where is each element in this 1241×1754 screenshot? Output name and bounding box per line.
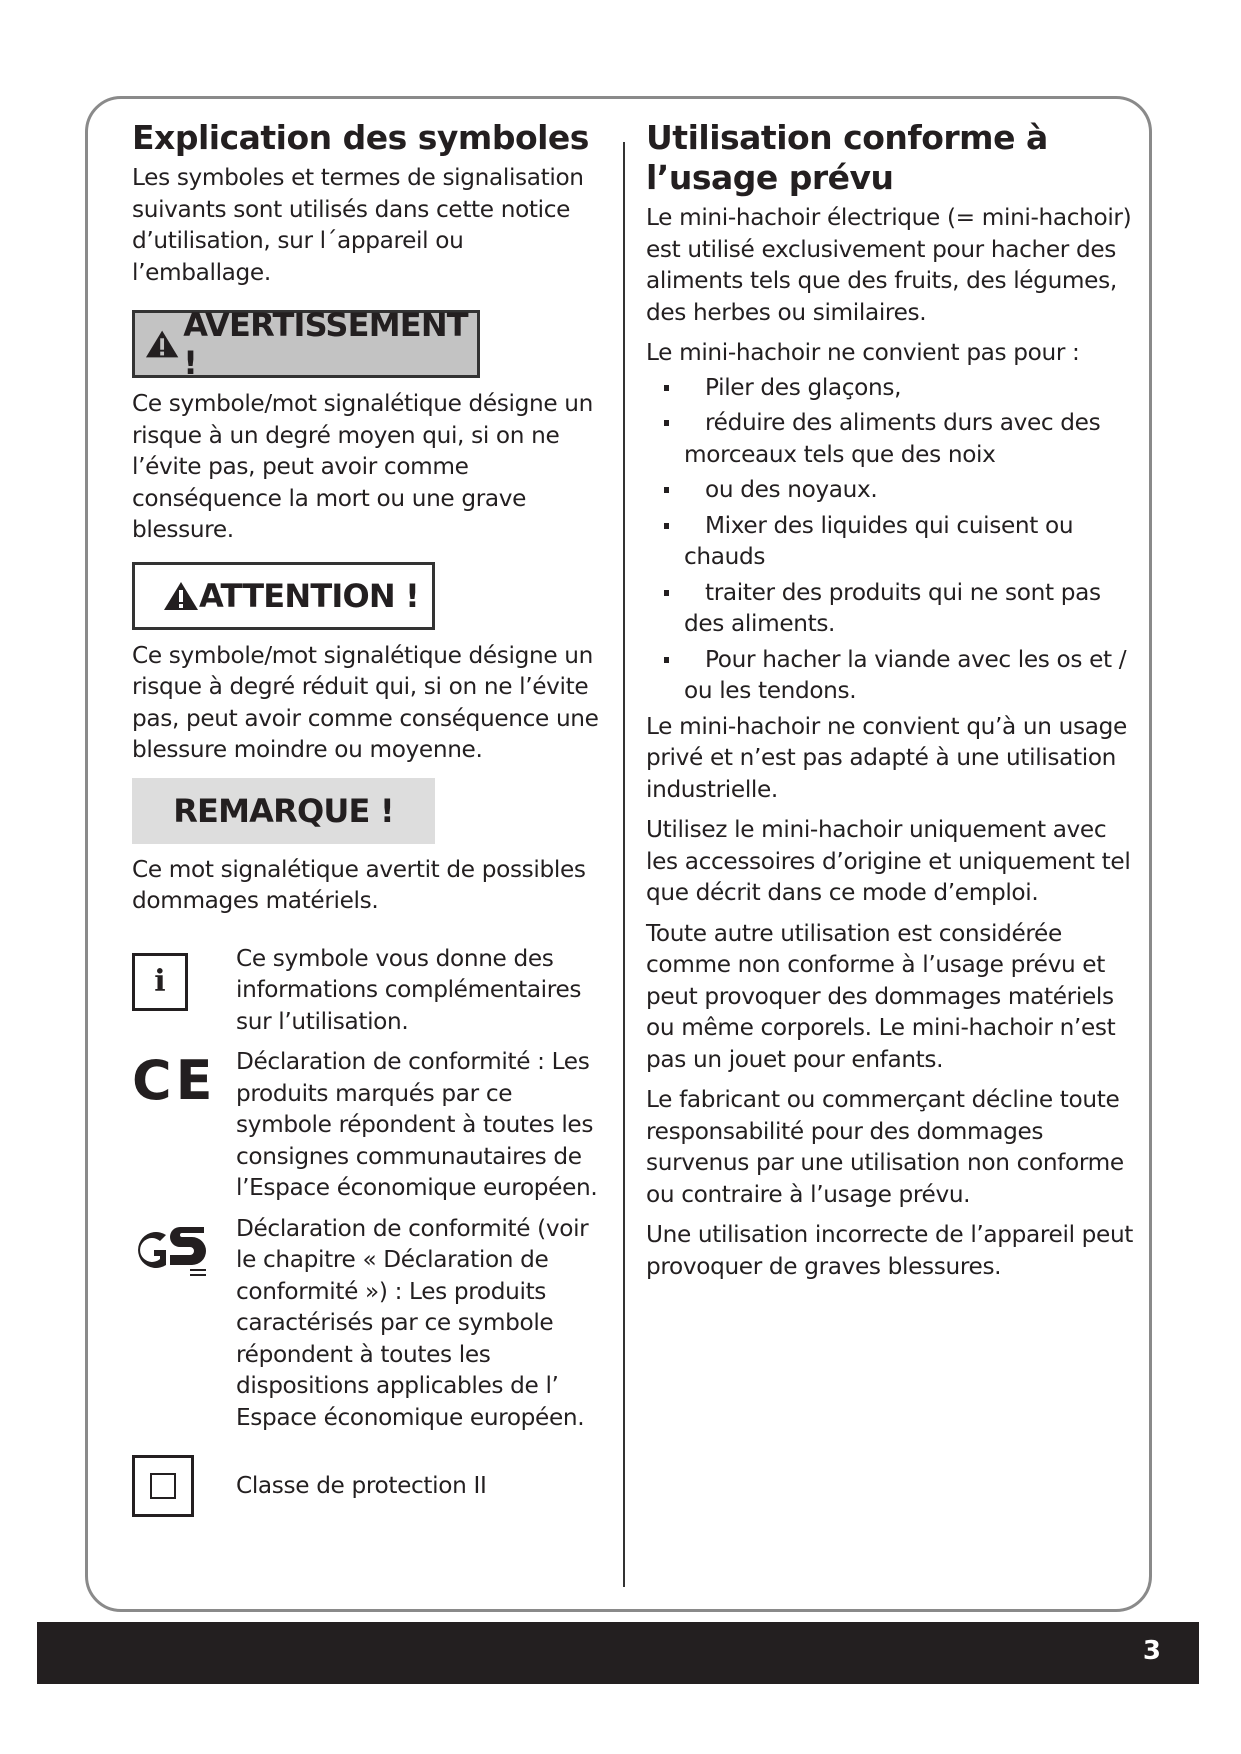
list-item: traiter des produits qui ne sont pas des aliments. [646, 577, 1134, 640]
symbols-intro: Les symboles et termes de signalisation suivants sont utilisés dans cette notice d’utilisation, sur l´appareil ou l’emballage. [132, 164, 584, 286]
intended-use-paragraph-2: Le mini-hachoir ne convient qu’à un usage privé et n’est pas adapté à une utilisation industrielle. [646, 712, 1127, 803]
attention-label: ATTENTION ! [199, 576, 419, 615]
attention-description: Ce symbole/mot signalétique désigne un risque à degré réduit qui, si on ne l’évite pas, peut avoir comme conséquence une blessure moindre ou moyenne. [132, 641, 599, 763]
gs-mark-icon [132, 1217, 212, 1283]
column-divider [623, 142, 625, 1587]
intended-use-paragraph-6: Une utilisation incorrecte de l’appareil peut provoquer de graves blessures. [646, 1221, 1134, 1280]
ce-mark-icon: CE [132, 1049, 217, 1112]
warning-triangle-icon [145, 329, 179, 359]
attention-signal-box [132, 562, 435, 630]
ce-symbol-text: Déclaration de conformité : Les produits marqués par ce symbole répondent à toutes les consignes communautaires de l’Espace économique européen. [236, 1048, 598, 1201]
symbol-row-gs [132, 1213, 602, 1434]
list-item: Mixer des liquides qui cuisent ou chauds [646, 510, 1134, 573]
intended-use-section [646, 118, 1134, 1282]
remarque-label: REMARQUE ! [173, 791, 394, 830]
section-title-intended-use: Utilisation conforme à l’usage prévu [646, 118, 1048, 197]
list-item: ou des noyaux. [646, 474, 1134, 506]
remarque-description: Ce mot signalétique avertit de possibles dommages matériels. [132, 855, 586, 914]
list-item: Pour hacher la viande avec les os et / ou les tendons. [646, 644, 1134, 707]
info-icon: i [132, 953, 188, 1011]
remarque-signal-box [132, 778, 435, 844]
info-symbol-text: Ce symbole vous donne des informations complémentaires sur l’utilisation. [236, 944, 582, 1035]
intended-use-paragraph-4: Toute autre utilisation est considérée comme non conforme à l’usage prévu et peut provoquer des dommages matériels ou même corporels. Le mini-hachoir n’est pas un jouet pour enfants. [646, 919, 1116, 1073]
intended-use-paragraph-5: Le fabricant ou commerçant décline toute responsabilité pour des dommages survenus par une utilisation non conforme ou contraire à l’usage prévu. [646, 1086, 1124, 1208]
intended-use-paragraph-3: Utilisez le mini-hachoir uniquement avec les accessoires d’origine et uniquement tel que décrit dans ce mode d’emploi. [646, 816, 1131, 906]
avertissement-label: AVERTISSEMENT ! [183, 306, 468, 382]
symbol-row-ce [132, 1046, 602, 1204]
not-suitable-intro: Le mini-hachoir ne convient pas pour : [646, 339, 1080, 366]
protection-class-text: Classe de protection II [236, 1472, 487, 1500]
avertissement-description: Ce symbole/mot signalétique désigne un risque à un degré moyen qui, si on ne l’évite pas, peut avoir comme conséquence la mort ou une grave blessure. [132, 390, 593, 543]
list-item: Piler des glaçons, [646, 372, 1134, 404]
page-footer-bar [37, 1622, 1199, 1684]
section-title-symbols: Explication des symboles [132, 118, 589, 157]
list-item: réduire des aliments durs avec des morceaux tels que des noix [646, 407, 1134, 470]
symbol-row-protection-class [132, 1455, 602, 1517]
warning-triangle-icon [163, 581, 199, 611]
symbols-explanation-section [132, 118, 602, 1517]
protection-class-ii-icon [132, 1455, 194, 1517]
symbol-row-info [132, 943, 602, 1038]
page-number: 3 [1142, 1636, 1161, 1666]
gs-symbol-text: Déclaration de conformité (voir le chapitre « Déclaration de conformité ») : Les produits caractérisés par ce symbole répondent à toutes les dispositions applicables de l’ Espace économique européen. [236, 1214, 589, 1431]
avertissement-signal-box [132, 306, 480, 382]
not-suitable-list [646, 372, 1134, 707]
intended-use-paragraph-1: Le mini-hachoir électrique (= mini-hachoir) est utilisé exclusivement pour hacher des aliments tels que des fruits, des légumes, des herbes ou similaires. [646, 204, 1132, 326]
